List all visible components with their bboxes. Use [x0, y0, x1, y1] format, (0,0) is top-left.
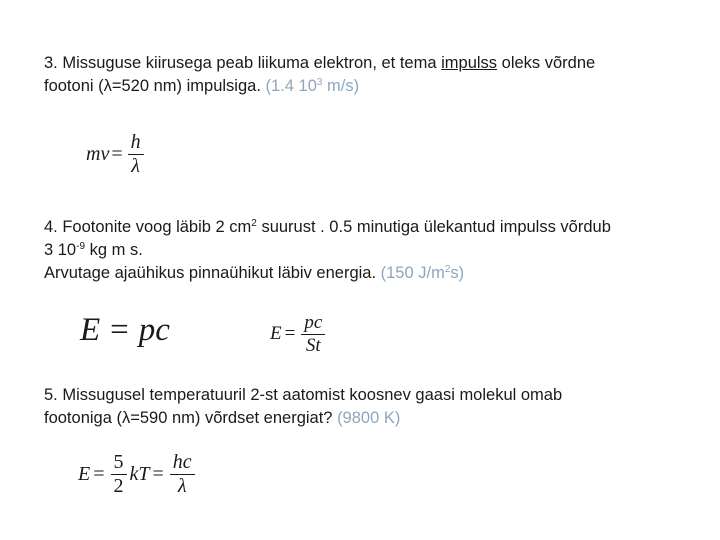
q4-formula-1: E = pc	[80, 312, 170, 348]
question-5-text: 5. Missugusel temperatuuril 2-st aatomist koosnev gaasi molekul omab footoniga (λ=590 nm) võrdset energiat? (9800 K)	[44, 386, 563, 427]
q5-formula: E = $\frac{5}{2}$ kT = $\frac{hc}{\lambda}$	[78, 452, 198, 497]
q3-line1-b: oleks võrdne	[497, 54, 596, 72]
q3-answer: (1.4 $10^3$ m/s)	[265, 77, 360, 95]
q3-line1-a: 3. Missuguse kiirusega peab liikuma elektron, et tema	[44, 54, 442, 72]
q3-fraction: $\frac{h}{\lambda}$	[128, 132, 144, 177]
q5-fraction-1: $\frac{5}{2}$	[111, 452, 127, 497]
q3-line2: footoni (λ=520 nm) impulsiga.	[44, 77, 266, 95]
question-4-text: 4. Footonite voog läbib 2 $cm^2$ suurust . 0.5 minutiga ülekantud impulss võrdub 3 $10^{-9}$ kg m s. Arvutage ajaühikus pinnaühikut läbiv energia. (150 $J/m^2s$)	[44, 218, 611, 282]
q3-underlined-word: impulss	[441, 54, 498, 72]
q4-fraction: $\frac{pc}{St}$	[301, 313, 325, 356]
q5-answer: (9800 K)	[337, 409, 401, 427]
question-3-text	[44, 52, 704, 98]
q5-fraction-2: $\frac{hc}{\lambda}$	[170, 452, 195, 497]
q4-formula-2: E = $\frac{pc}{St}$	[270, 313, 328, 356]
q4-answer: (150 $J/m^2s$)	[380, 264, 465, 282]
q3-formula: mv = $\frac{h}{\lambda}$	[86, 132, 147, 177]
